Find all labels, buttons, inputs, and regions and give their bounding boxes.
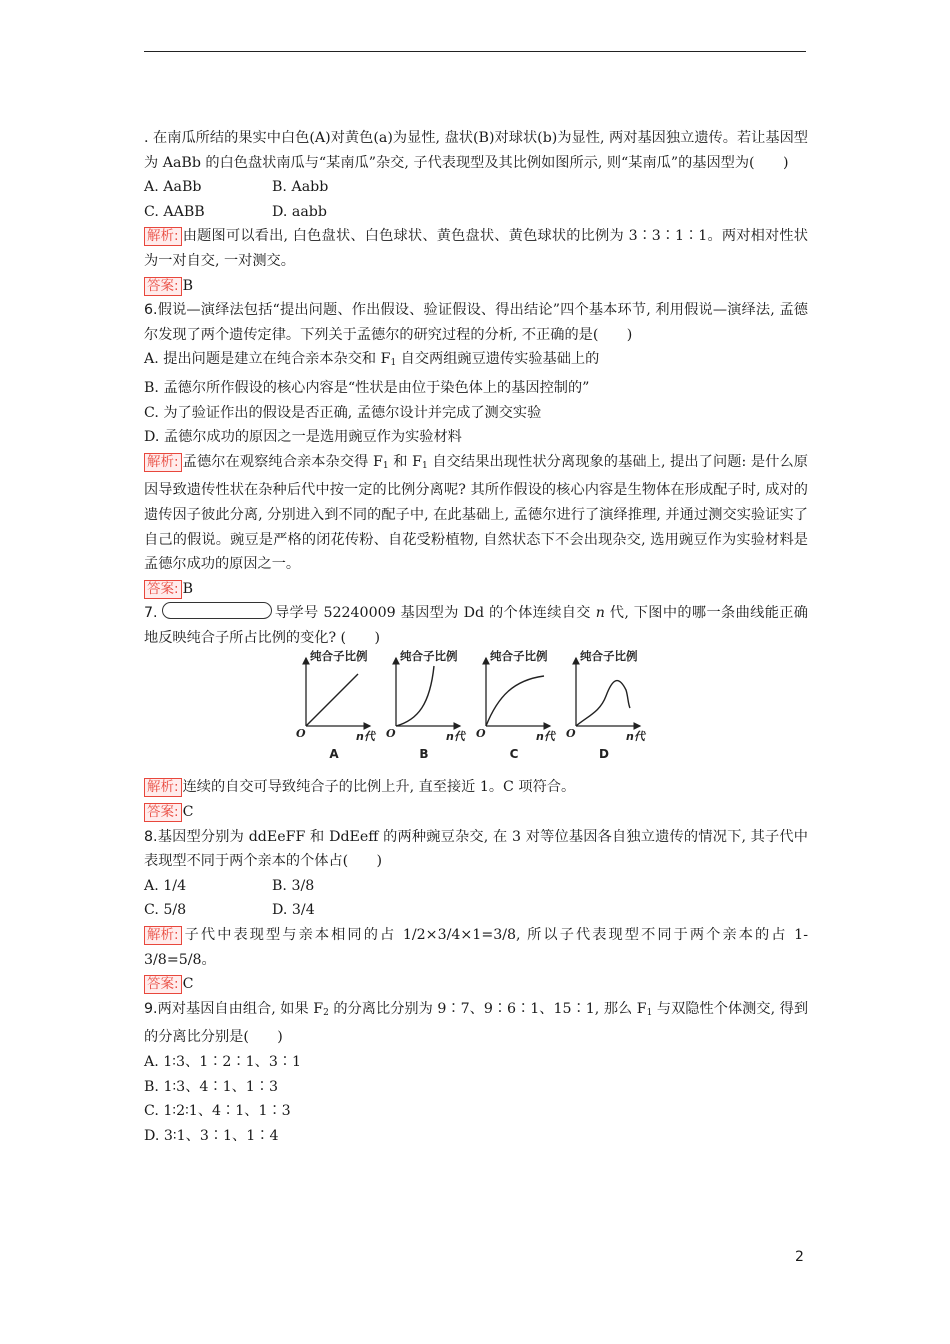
q9-option-a: A. 1∶3、1∶2∶1、3∶1 (144, 1054, 302, 1070)
answer-tag: 答案: (144, 803, 182, 822)
q6-analysis: 解析: 孟德尔在观察纯合亲本杂交得 $F_1$ 和 $F_1$ 自交结果出现性状分离现象的基础上, 提出了问题: 是什么原因导致遗传性状在杂种后代中按一定的比例分离呢? 其所作假设的核心内容是生物体在形成配子时, 成对的遗传因子彼此分离, 分别进入到不同的配子中, 在此基础上, 孟德尔进行了演绎推理, 并通过测交实验证实了自己的假说。豌豆是严格的闭花传粉、自花受粉植物, 自然状态下不会出现杂交, 选用豌豆作为实验材料是孟德尔成功的原因之一。 (144, 453, 808, 573)
guide-number-box (162, 602, 272, 619)
q7-answer-value: C (182, 804, 194, 821)
q7-figure (144, 650, 808, 775)
q5-analysis (144, 224, 808, 273)
q5-option-a: A. AaBb (144, 179, 202, 196)
q9-option-c: C. 1∶2∶1、4∶1、1∶3 (144, 1103, 291, 1120)
q5-answer (144, 274, 808, 299)
page-content (144, 126, 808, 1148)
panel-a-ylabel: 纯合子比例 (310, 650, 368, 664)
answer-tag: 答案: (144, 975, 182, 994)
panel-c-label: C (509, 747, 519, 762)
q8-answer-value: C (182, 976, 194, 993)
panel-d-curve (576, 681, 630, 726)
q5-options-row-1 (144, 175, 808, 200)
q7-answer (144, 800, 808, 825)
answer-tag: 答案: (144, 580, 182, 599)
q8-analysis: 解析: 子代中表现型与亲本相同的占 1/2×3/4×1=3/8, 所以子代表现型不同于两个亲本的占 1-3/8=5/8。 (144, 927, 808, 968)
q8-number: 8. (144, 828, 158, 845)
panel-b-origin: O (386, 727, 396, 741)
panel-d-xlabel: n代 (626, 730, 645, 744)
panel-c-curve (486, 676, 544, 726)
q6-number: 6. (144, 302, 158, 319)
q8-option-b: B. 3/8 (272, 877, 315, 894)
panel-a-xlabel: n代 (356, 730, 375, 744)
header-rule (144, 51, 806, 52)
q7-stem: 7. 导学号 52240009 基因型为 Dd 的个体连续自交 n 代, 下图中的哪一条曲线能正确地反映纯合子所占比例的变化? ( ) (144, 601, 808, 650)
analysis-tag: 解析: (144, 453, 182, 472)
q7-number: 7. (144, 605, 158, 622)
panel-b-xlabel: n代 (446, 730, 465, 744)
panel-b-curve (396, 666, 434, 726)
q5-option-d: D. aabb (272, 203, 327, 220)
answer-tag: 答案: (144, 277, 182, 296)
q8-answer (144, 972, 808, 997)
panel-a-curve (306, 674, 358, 726)
q7-curves-figure (296, 650, 656, 775)
q9-option-d: D. 3∶1、3∶1、1∶4 (144, 1127, 279, 1144)
q7-analysis: 解析: 连续的自交可导致纯合子的比例上升, 直至接近 1。C 项符合。 (144, 775, 808, 800)
q6-stem-text: 假说—演绎法包括“提出问题、作出假设、验证假设、得出结论”四个基本环节, 利用假说—演绎法, 孟德尔发现了两个遗传定律。下列关于孟德尔的研究过程的分析, 不正确的是( ) (144, 302, 808, 343)
analysis-tag: 解析: (144, 926, 182, 945)
panel-d-label: D (599, 747, 609, 762)
panel-b-ylabel: 纯合子比例 (400, 650, 458, 664)
q6-option-d: D. 孟德尔成功的原因之一是选用豌豆作为实验材料 (144, 429, 462, 446)
q8-options-row-2 (144, 898, 808, 923)
q5-stem: . 在南瓜所结的果实中白色(A)对黄色(a)为显性, 盘状(B)对球状(b)为显性, 两对基因独立遗传。若让基因型为 AaBb 的白色盘状南瓜与“某南瓜”杂交, 子代表现型及其比例如图所示, 则“某南瓜”的基因型为( ) (144, 130, 808, 171)
q8-stem: 8.基因型分别为 ddEeFF 和 DdEeff 的两种豌豆杂交, 在 3 对等位基因各自独立遗传的情况下, 其子代中表现型不同于两个亲本的个体占( ) (144, 828, 808, 870)
panel-a-label: A (329, 747, 339, 762)
q5-options-row-2 (144, 200, 808, 225)
q8-option-c: C. 5/8 (144, 902, 187, 919)
analysis-tag: 解析: (144, 778, 182, 797)
panel-c-ylabel: 纯合子比例 (490, 650, 548, 664)
q9-number: 9. (144, 1000, 158, 1017)
q6-answer-value: B (182, 580, 193, 597)
panel-d-origin: O (566, 727, 576, 741)
q5-analysis-text: 由题图可以看出, 白色盘状、白色球状、黄色盘状、黄色球状的比例为 3∶3∶1∶1。两对相对性状为一对自交, 一对测交。 (144, 228, 808, 269)
analysis-tag: 解析: (144, 227, 182, 246)
panel-d-ylabel: 纯合子比例 (580, 650, 638, 664)
q8-options-row-1 (144, 874, 808, 899)
q7-guide-number: 导学号 52240009 (274, 605, 396, 622)
panel-a-origin: O (296, 727, 306, 741)
q5-option-b: B. Aabb (272, 179, 329, 196)
q6-option-c: C. 为了验证作出的假设是否正确, 孟德尔设计并完成了测交实验 (144, 404, 542, 421)
page-number: 2 (795, 1249, 804, 1265)
q8-option-d: D. 3/4 (272, 902, 315, 919)
q9-option-b: B. 1∶3、4∶1、1∶3 (144, 1078, 279, 1095)
q6-answer (144, 577, 808, 602)
panel-b-label: B (419, 747, 429, 762)
q6-option-b: B. 孟德尔所作假设的核心内容是“性状是由位于染色体上的基因控制的” (144, 379, 590, 396)
q5-option-c: C. AABB (144, 203, 205, 220)
q5-answer-value: B (182, 277, 193, 294)
q8-option-a: A. 1/4 (144, 877, 187, 894)
q9-stem: 9.两对基因自由组合, 如果 $F_2$ 的分离比分别为 9∶7、9∶6∶1、15∶1, 那么 $F_1$ 与双隐性个体测交, 得到的分离比分别是( ) (144, 1000, 809, 1046)
panel-c-origin: O (476, 727, 486, 741)
panel-c-xlabel: n代 (536, 730, 555, 744)
q6-stem (144, 298, 808, 347)
q6-option-a: A. 提出问题是建立在纯合亲本杂交和 $F_1$ 自交两组豌豆遗传实验基础上的 (144, 351, 600, 369)
